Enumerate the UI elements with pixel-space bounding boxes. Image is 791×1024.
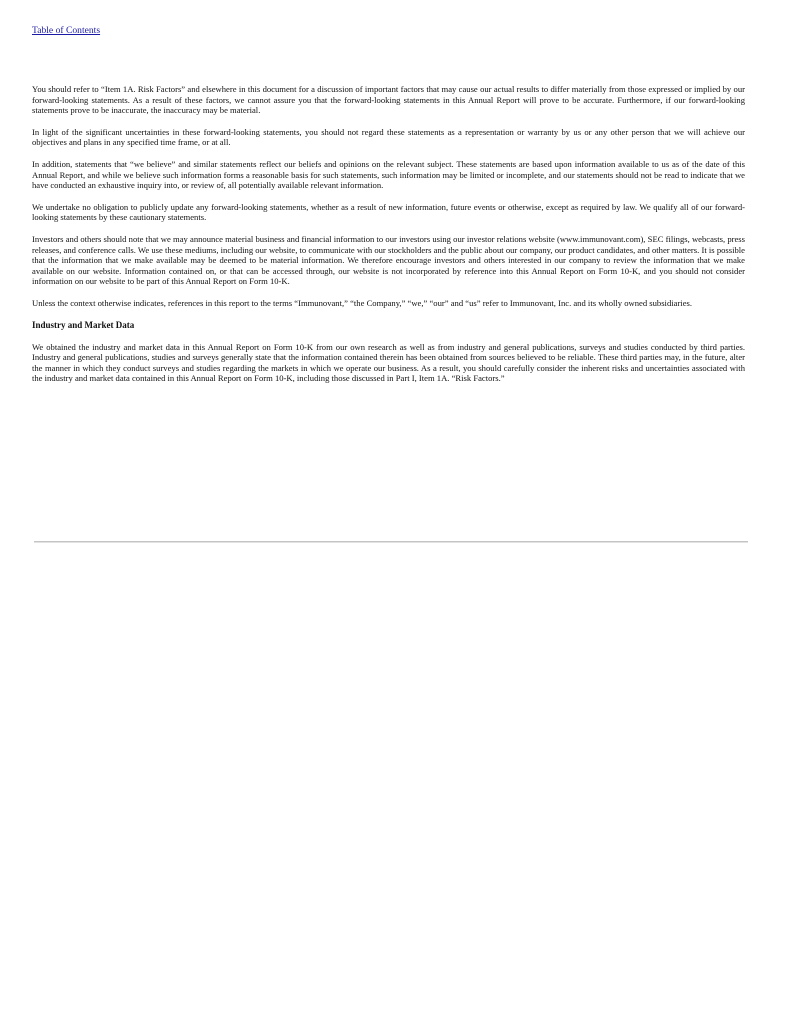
paragraph-risk-factors-reference: You should refer to “Item 1A. Risk Factors” and elsewhere in this document for a discussion of important factors that may cause our actual results to differ materially from those expressed or implied by our forward-looking statements. As a result of these factors, we cannot assure you that the forward-looking statements in this Annual Report will prove to be accurate. Furthermore, if our forward-looking statements prove to be inaccurate, the inaccuracy may be material. (32, 84, 745, 116)
section-heading-industry-market-data: Industry and Market Data (32, 319, 135, 330)
paragraph-no-obligation-to-update: We undertake no obligation to publicly update any forward-looking statements, whether as a result of new information, future events or otherwise, except as required by law. We qualify all of our forward-looking statements by these cautionary statements. (32, 201, 745, 223)
paragraph-industry-market-data: We obtained the industry and market data in this Annual Report on Form 10-K from our own research as well as from industry and general publications, surveys and studies conducted by third parties. Industry and general publications, studies and surveys generally state that the information contained therein has been obtained from sources believed to be reliable. These third parties may, in the future, alter the manner in which they conduct surveys and studies regarding the markets in which we operate our business. As a result, you should carefully consider the inherent risks and uncertainties associated with the industry and market data contained in this Annual Report on Form 10-K, including those discussed in Part I, Item 1A. “Risk Factors.” (32, 341, 745, 384)
paragraph-uncertainties: In light of the significant uncertainties in these forward-looking statements, you should not regard these statements as a representation or warranty by us or any other person that we will achieve our objectives and plans in any specified time frame, or at all. (32, 126, 745, 148)
paragraph-defined-terms: Unless the context otherwise indicates, references in this report to the terms “Immunovant,” “the Company,” “we,” “our” and “us” refer to Immunovant, Inc. and its wholly owned subsidiaries. (32, 297, 693, 308)
table-of-contents-link[interactable]: Table of Contents (32, 25, 101, 36)
paragraph-investor-communications: Investors and others should note that we may announce material business and financial information to our investors using our investor relations website (www.immunovant.com), SEC filings, webcasts, press releases, and conference calls. We use these mediums, including our website, to communicate with our stockholders and the public about our company, our product candidates, and other matters. It is possible that the information that we make available may be deemed to be material information. We therefore encourage investors and others interested in our company to review the information that we make available on our website. Information contained on, or that can be accessed through, our website is not incorporated by reference into this Annual Report on Form 10-K, and you should not consider information on our website to be part of this Annual Report on Form 10-K. (32, 233, 745, 287)
page-divider (34, 541, 748, 543)
document-body (32, 84, 745, 395)
paragraph-we-believe-statements: In addition, statements that “we believe” and similar statements reflect our beliefs and opinions on the relevant subject. These statements are based upon information available to us as of the date of this Annual Report, and while we believe such information forms a reasonable basis for such statements, such information may be limited or incomplete, and our statements should not be read to indicate that we have conducted an exhaustive inquiry into, or review of, all potentially available relevant information. (32, 158, 745, 191)
